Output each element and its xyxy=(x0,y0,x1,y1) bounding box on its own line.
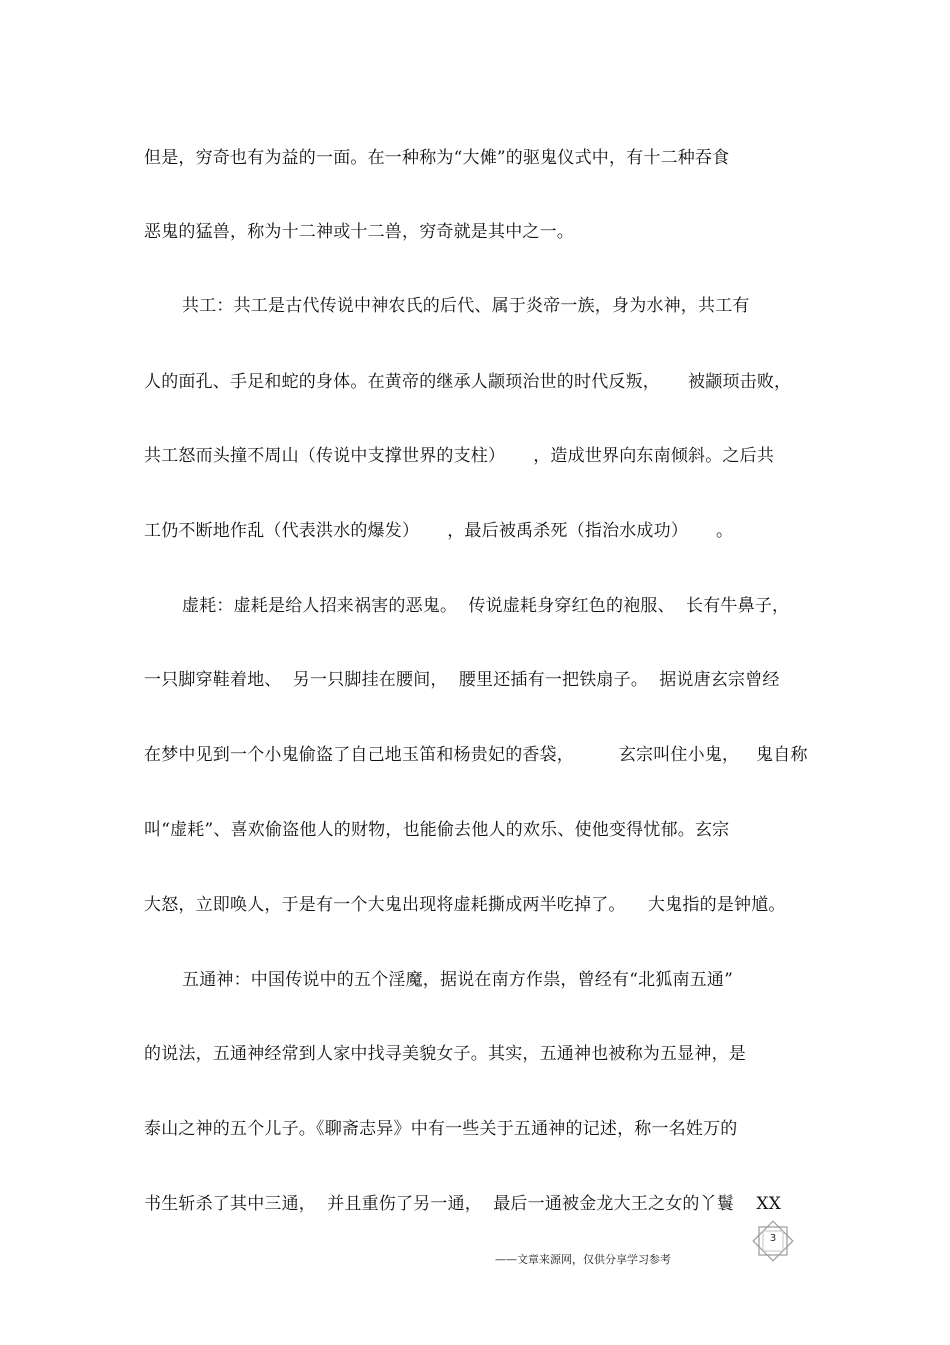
page-number: 3 xyxy=(769,1233,777,1244)
text-line-5: 共工怒而头撞不周山（传说中支撑世界的支柱） ，造成世界向东南倾斜。之后共 xyxy=(144,446,775,466)
text-line-15: 书生斩杀了其中三通， 并且重伤了另一通， 最后一通被金龙大王之女的丫鬟 XX xyxy=(144,1194,782,1214)
text-line-9: 在梦中见到一个小鬼偷盗了自己地玉笛和杨贵妃的香袋， 玄宗叫住小鬼， 鬼自称 xyxy=(144,745,808,765)
text-line-8: 一只脚穿鞋着地、 另一只脚挂在腰间， 腰里还插有一把铁扇子。 据说唐玄宗曾经 xyxy=(144,670,780,690)
text-line-12: 五通神：中国传说中的五个淫魔，据说在南方作祟，曾经有“北狐南五通” xyxy=(182,970,733,990)
text-line-2: 恶鬼的猛兽，称为十二神或十二兽，穷奇就是其中之一。 xyxy=(144,222,574,242)
text-line-4: 人的面孔、手足和蛇的身体。在黄帝的继承人颛顼治世的时代反叛， 被颛顼击败， xyxy=(144,372,792,392)
text-line-14: 泰山之神的五个儿子。《聊斋志异》中有一些关于五通神的记述，称一名姓万的 xyxy=(144,1119,738,1139)
text-line-13: 的说法，五通神经常到人家中找寻美貌女子。其实，五通神也被称为五显神，是 xyxy=(144,1044,746,1064)
text-line-1: 但是，穷奇也有为益的一面。在一种称为“大傩”的驱鬼仪式中，有十二种吞食 xyxy=(144,148,730,168)
text-line-11: 大怒，立即唤人，于是有一个大鬼出现将虚耗撕成两半吃掉了。 大鬼指的是钟馗。 xyxy=(144,895,786,915)
text-line-10: 叫“虚耗”、喜欢偷盗他人的财物，也能偷去他人的欢乐、使他变得忧郁。玄宗 xyxy=(144,820,730,840)
footer-note: ——文章来源网，仅供分享学习参考 xyxy=(495,1253,671,1266)
text-line-6: 工仍不断地作乱（代表洪水的爆发） ，最后被禹杀死（指治水成功） 。 xyxy=(144,521,734,541)
text-line-3: 共工：共工是古代传说中神农氏的后代、属于炎帝一族，身为水神，共工有 xyxy=(182,296,750,316)
text-line-7: 虚耗：虚耗是给人招来祸害的恶鬼。 传说虚耗身穿红色的袍服、 长有牛鼻子， xyxy=(182,596,790,616)
